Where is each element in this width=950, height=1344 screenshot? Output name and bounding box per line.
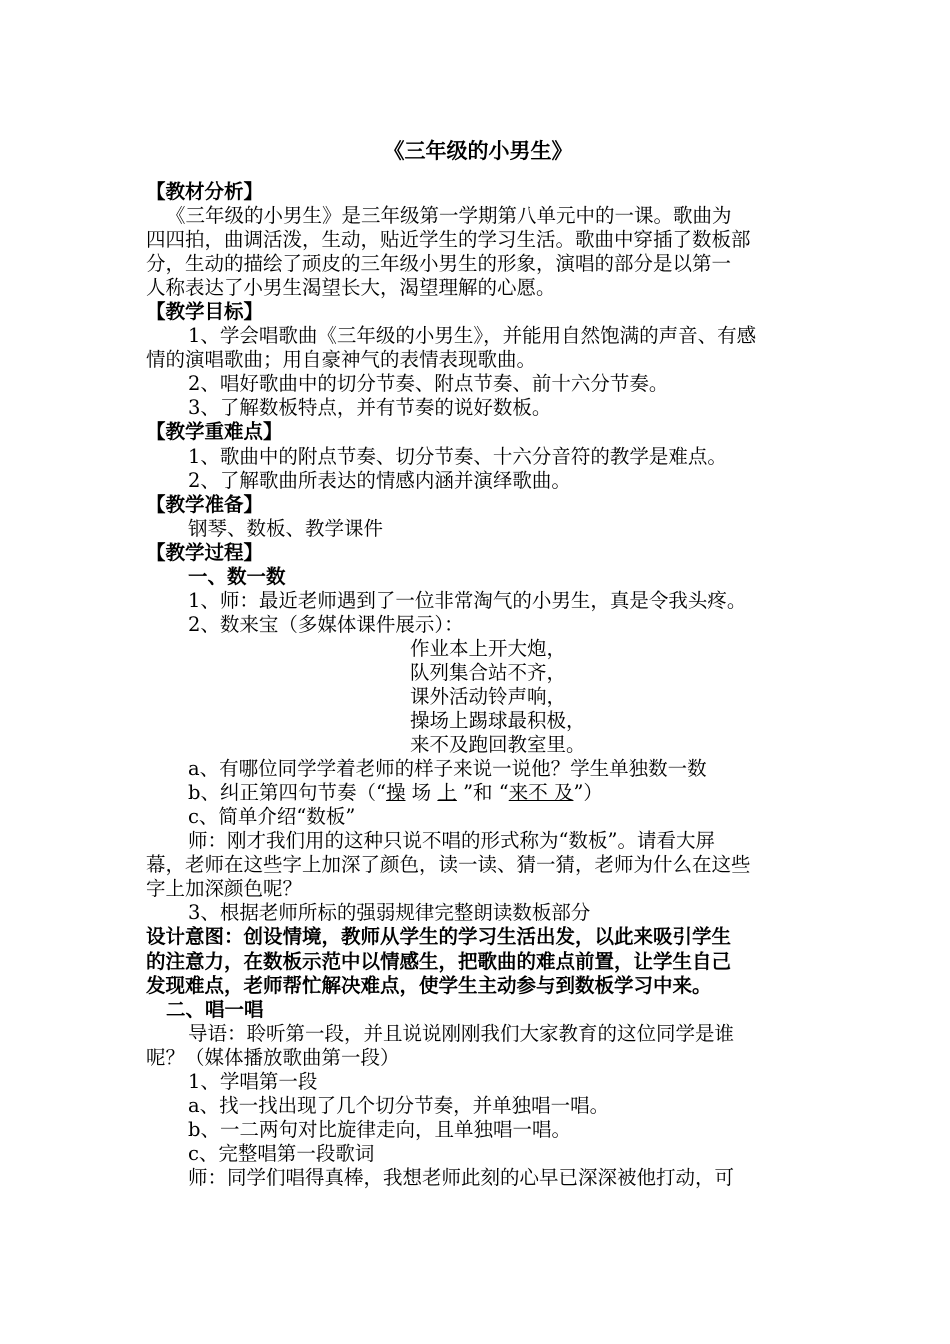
- part2-line: 导语：聆听第一段，并且说说刚刚我们大家教育的这位同学是谁: [188, 1021, 735, 1045]
- part2-item: 1、学唱第一段: [188, 1069, 318, 1093]
- part1-item-a: a、有哪位同学学着老师的样子来说一说他？学生单独数一数: [188, 757, 707, 781]
- teacher-line: 师：刚才我们用的这种只说不唱的形式称为“数板”。请看大屏: [188, 829, 715, 853]
- part1-item-c: c、简单介绍“数板”: [188, 805, 356, 829]
- poem-line: 来不及跑回教室里。: [410, 733, 586, 757]
- goals-line: 2、唱好歌曲中的切分节奏、附点节奏、前十六分节奏。: [188, 372, 669, 396]
- underlined-word: 上: [437, 781, 457, 805]
- poem-line: 课外活动铃声响，: [410, 684, 567, 708]
- underlined-word: 来不 及: [508, 781, 574, 805]
- heading-prep: 【教学准备】: [146, 492, 264, 516]
- design-intent-line: 的注意力，在数板示范中以情感生，把歌曲的难点前置，让学生自己: [146, 949, 732, 973]
- part2-item: c、完整唱第一段歌词: [188, 1141, 375, 1165]
- part1-item-b: [146, 781, 810, 805]
- heading-part2: 二、唱一唱: [166, 997, 264, 1021]
- heading-goals: 【教学目标】: [146, 300, 264, 324]
- underlined-word: 操: [385, 781, 406, 805]
- prep-line: 钢琴、数板、教学课件: [188, 516, 384, 540]
- teacher-line: 字上加深颜色呢？: [146, 877, 303, 901]
- analysis-line: 四四拍，曲调活泼，生动，贴近学生的学习生活。歌曲中穿插了数板部: [146, 228, 751, 252]
- poem-line: 作业本上开大炮，: [410, 636, 567, 660]
- heading-difficulty: 【教学重难点】: [146, 420, 283, 444]
- analysis-line: 《三年级的小男生》是三年级第一学期第八单元中的一课。歌曲为: [166, 204, 732, 228]
- poem-line: 操场上踢球最积极，: [410, 709, 586, 733]
- heading-part1: 一、数一数: [188, 564, 286, 588]
- part2-item: b、一二两句对比旋律走向，且单独唱一唱。: [188, 1117, 571, 1141]
- goals-line: 1、学会唱歌曲《三年级的小男生》，并能用自然饱满的声音、有感: [188, 324, 757, 348]
- part2-line: 呢？（媒体播放歌曲第一段）: [146, 1045, 400, 1069]
- part1-b-suffix: ”）: [573, 781, 603, 805]
- analysis-line: 分，生动的描绘了顽皮的三年级小男生的形象，演唱的部分是以第一: [146, 252, 732, 276]
- part1-b-mid: ”和 “: [456, 781, 509, 805]
- design-intent-line: 发现难点，老师帮忙解决难点，使学生主动参与到数板学习中来。: [146, 973, 712, 997]
- part2-item: 师：同学们唱得真棒，我想老师此刻的心早已深深被他打动，可: [188, 1165, 735, 1189]
- difficulty-line: 1、歌曲中的附点节奏、切分节奏、十六分音符的教学是难点。: [188, 444, 727, 468]
- part1-b-mid: 场: [405, 781, 438, 805]
- page-title: 《三年级的小男生》: [383, 138, 573, 163]
- goals-line: 情的演唱歌曲；用自豪神气的表情表现歌曲。: [146, 348, 537, 372]
- teacher-line: 幕，老师在这些字上加深了颜色，读一读、猜一猜，老师为什么在这些: [146, 853, 751, 877]
- heading-process: 【教学过程】: [146, 540, 264, 564]
- document-page: [146, 136, 810, 1190]
- goals-line: 3、了解数板特点，并有节奏的说好数板。: [188, 396, 552, 420]
- part2-item: a、找一找出现了几个切分节奏，并单独唱一唱。: [188, 1093, 610, 1117]
- poem-line: 队列集合站不齐，: [410, 660, 567, 684]
- part1-item-3: 3、根据老师所标的强弱规律完整朗读数板部分: [188, 901, 591, 925]
- heading-analysis: 【教材分析】: [146, 180, 264, 203]
- analysis-line: 人称表达了小男生渴望长大，渴望理解的心愿。: [146, 276, 556, 300]
- design-intent-line: 设计意图：创设情境，教师从学生的学习生活出发，以此来吸引学生: [146, 925, 732, 949]
- part1-line: 1、师：最近老师遇到了一位非常淘气的小男生，真是令我头疼。: [188, 588, 747, 612]
- difficulty-line: 2、了解歌曲所表达的情感内涵并演绎歌曲。: [188, 468, 571, 492]
- part1-b-prefix: b、纠正第四句节奏（“: [188, 781, 386, 805]
- part1-line: 2、数来宝（多媒体课件展示）：: [188, 612, 464, 636]
